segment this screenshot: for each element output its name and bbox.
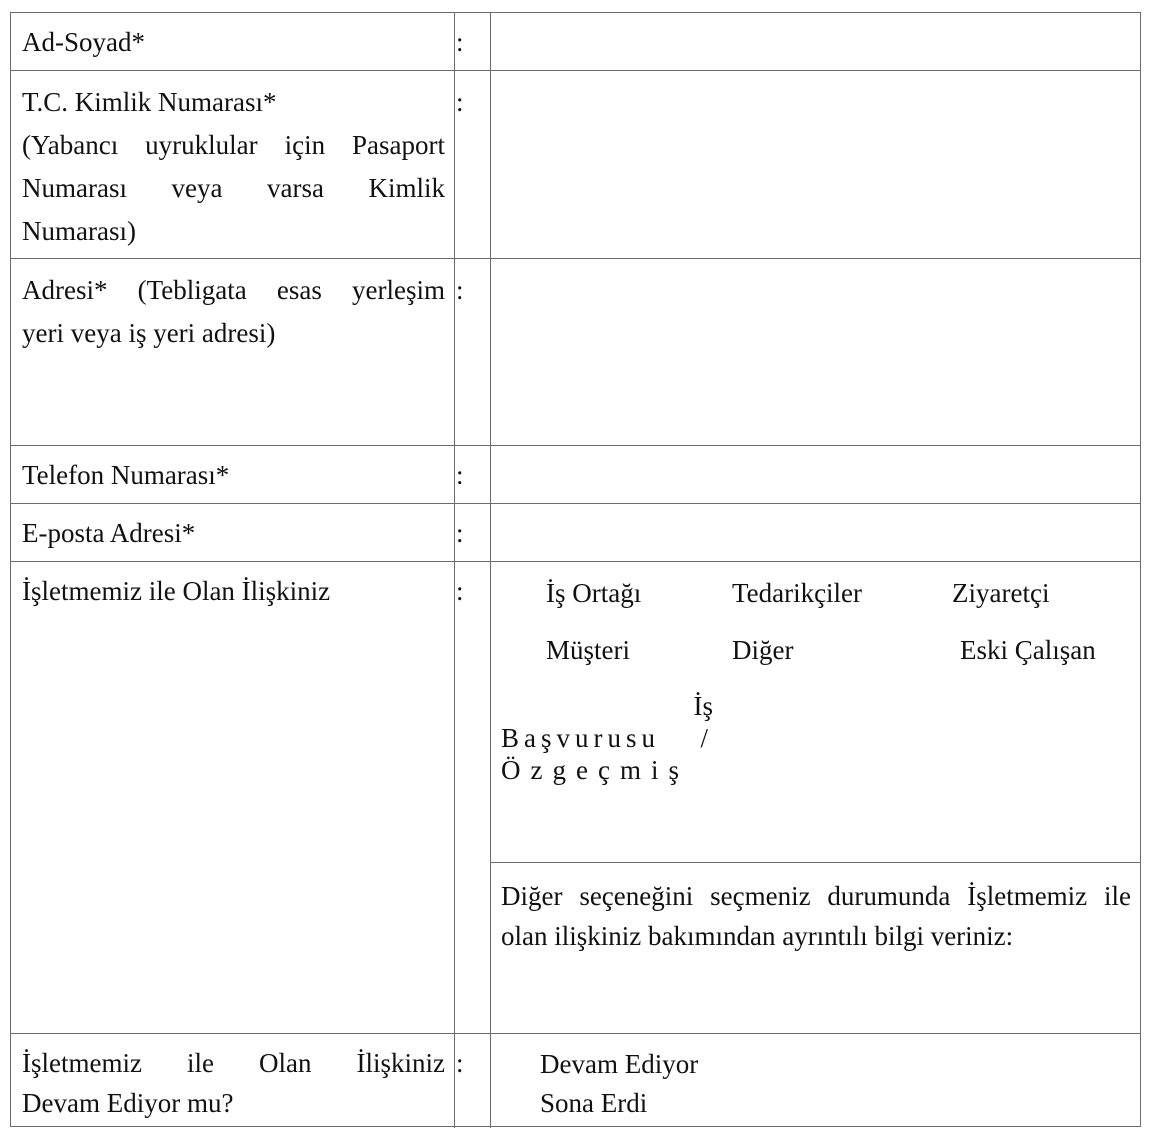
id-number-label — [22, 81, 445, 253]
other-details-field[interactable] — [491, 962, 1140, 1032]
row-relationship — [11, 561, 1140, 1033]
column-divider — [454, 504, 455, 562]
option-suppliers[interactable]: Tedarikçiler — [732, 578, 863, 608]
colon: : — [456, 27, 464, 57]
option-job-application-line1: İş — [693, 691, 713, 721]
email-field[interactable] — [491, 504, 1140, 561]
column-divider — [454, 446, 455, 504]
row-phone — [11, 445, 1140, 503]
row-id-number — [11, 70, 1140, 258]
address-field[interactable] — [491, 259, 1140, 445]
other-details-note: Diğer seçeneğini seçmeniz durumunda İşletmemiz ile olan ilişkiniz bakımından ayrıntılı bilgi veriniz: — [501, 881, 1131, 951]
relationship-status-label-line-end: Devam Ediyor mu? — [22, 1088, 234, 1118]
option-business-partner[interactable]: İş Ortağı — [546, 578, 642, 608]
option-customer[interactable]: Müşteri — [546, 635, 630, 665]
colon: : — [456, 1048, 464, 1078]
id-number-label-note-end: Numarası) — [22, 216, 136, 246]
column-divider — [454, 1034, 455, 1128]
email-label: E-posta Adresi* — [22, 518, 196, 548]
colon: : — [456, 460, 464, 490]
option-ended[interactable]: Sona Erdi — [540, 1088, 648, 1118]
option-job-application[interactable] — [501, 690, 713, 786]
address-label — [22, 269, 445, 355]
column-divider — [454, 259, 455, 446]
colon: : — [456, 576, 464, 606]
option-other[interactable]: Diğer — [732, 635, 794, 665]
relationship-status-label — [22, 1043, 445, 1123]
column-divider — [454, 562, 455, 1034]
row-name — [11, 13, 1140, 71]
address-label-line-end: yeri veya iş yeri adresi) — [22, 318, 276, 348]
option-ongoing[interactable]: Devam Ediyor — [540, 1049, 699, 1079]
column-divider — [454, 71, 455, 259]
inner-divider — [490, 862, 1140, 863]
option-former-employee[interactable]: Eski Çalışan — [960, 635, 1096, 665]
colon: : — [456, 87, 464, 117]
id-number-label-note: (Yabancı uyruklular için Pasaport Numarası veya varsa Kimlik — [22, 130, 445, 203]
application-form-table — [10, 12, 1141, 1127]
id-number-field[interactable] — [491, 71, 1140, 258]
phone-field[interactable] — [491, 446, 1140, 503]
row-address — [11, 258, 1140, 445]
row-email — [11, 503, 1140, 561]
address-label-line: Adresi* (Tebligata esas yerleşim — [22, 275, 445, 305]
name-label: Ad-Soyad* — [22, 27, 145, 57]
column-divider — [454, 13, 455, 71]
column-divider — [490, 1034, 491, 1128]
row-relationship-status — [11, 1033, 1140, 1127]
option-job-application-line2: Başvurusu / — [501, 723, 713, 753]
colon: : — [456, 518, 464, 548]
option-visitor[interactable]: Ziyaretçi — [952, 578, 1050, 608]
phone-label: Telefon Numarası* — [22, 460, 230, 490]
id-number-label-title: T.C. Kimlik Numarası* — [22, 87, 277, 117]
colon: : — [456, 275, 464, 305]
relationship-label: İşletmemiz ile Olan İlişkiniz — [22, 576, 331, 606]
name-field[interactable] — [491, 13, 1140, 70]
relationship-status-label-line: İşletmemiz ile Olan İlişkiniz — [22, 1048, 445, 1078]
option-job-application-line3: Özgeçmiş — [501, 755, 689, 785]
